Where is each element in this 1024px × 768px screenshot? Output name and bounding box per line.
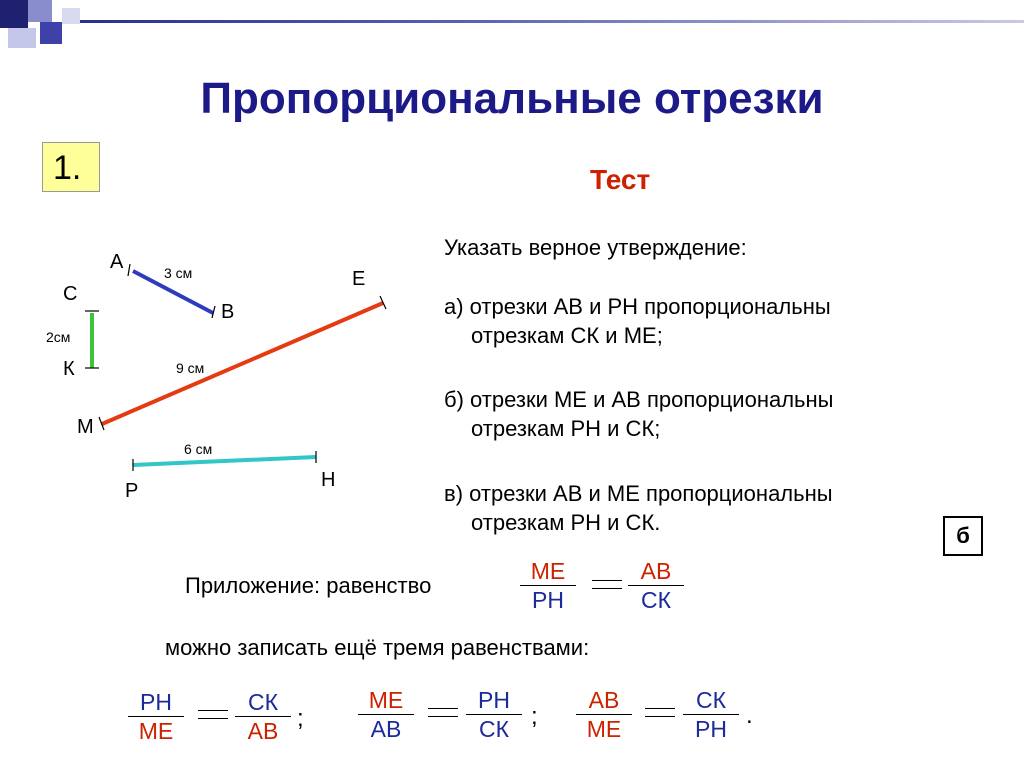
numerator: СК xyxy=(695,687,726,713)
denominator: АВ xyxy=(370,716,402,742)
length-label-ph: 6 см xyxy=(184,441,213,457)
length-label-me: 9 см xyxy=(176,360,205,376)
fraction-bar xyxy=(358,714,414,715)
denominator: РН xyxy=(532,587,564,613)
numerator: МЕ xyxy=(530,558,566,584)
tick-a xyxy=(128,264,130,276)
slide-number-badge: 1. xyxy=(42,142,100,192)
fraction-bar xyxy=(128,716,184,717)
eq2-end: ; xyxy=(531,703,538,730)
segment-ph xyxy=(133,457,316,465)
numerator: РН xyxy=(140,689,172,715)
numerator: СК xyxy=(247,689,278,715)
length-label-ab: 3 см xyxy=(164,265,193,281)
numerator: РН xyxy=(478,687,510,713)
main-fraction-left xyxy=(518,558,578,613)
point-label-b: В xyxy=(221,301,235,323)
option-b-line2: отрезкам РН и СК; xyxy=(471,416,661,441)
option-b-line1: б) отрезки МЕ и АВ пропорциональны xyxy=(444,387,834,412)
length-label-ck: 2см xyxy=(46,329,71,345)
fraction-bar xyxy=(628,585,684,586)
point-label-a: А xyxy=(110,251,124,273)
corner-decoration xyxy=(0,0,100,50)
denominator: РН xyxy=(695,716,727,742)
point-label-e: Е xyxy=(352,268,366,290)
denominator: МЕ xyxy=(138,718,174,744)
question-prompt: Указать верное утверждение: xyxy=(444,235,747,260)
answer-box: б xyxy=(943,516,983,556)
denominator: МЕ xyxy=(586,716,622,742)
denominator: АВ xyxy=(247,718,279,744)
eq3-fraction-right xyxy=(681,687,741,742)
denominator: СК xyxy=(478,716,509,742)
denominator: СК xyxy=(640,587,671,613)
option-c-line1: в) отрезки АВ и МЕ пропорциональны xyxy=(444,481,833,506)
eq3-fraction-left xyxy=(574,687,634,742)
eq2-fraction-right xyxy=(464,687,524,742)
eq1-end: ; xyxy=(297,705,304,732)
point-label-k: К xyxy=(63,358,75,380)
eq1-fraction-left xyxy=(126,689,186,744)
segment-me xyxy=(102,303,383,424)
point-label-m: М xyxy=(77,416,94,438)
page-title: Пропорциональные отрезки xyxy=(200,74,824,123)
fraction-bar xyxy=(576,714,632,715)
main-fraction-right xyxy=(626,558,686,613)
option-a-line1: а) отрезки АВ и РН пропорциональны xyxy=(444,294,831,319)
option-c-line2: отрезкам РН и СК. xyxy=(471,510,661,535)
numerator: МЕ xyxy=(368,687,404,713)
test-heading: Тест xyxy=(590,164,651,195)
fraction-bar xyxy=(520,585,576,586)
numerator: АВ xyxy=(588,687,620,713)
equals-sign xyxy=(645,708,675,717)
equals-sign xyxy=(198,710,228,719)
point-label-c: С xyxy=(63,283,78,305)
fraction-bar xyxy=(683,714,739,715)
header-bar xyxy=(80,20,1024,23)
application-label: Приложение: равенство xyxy=(185,573,432,598)
eq2-fraction-left xyxy=(356,687,416,742)
equals-sign xyxy=(428,708,458,717)
fraction-bar xyxy=(235,716,291,717)
eq1-fraction-right xyxy=(233,689,293,744)
followup-text: можно записать ещё тремя равенствами: xyxy=(165,635,590,660)
segments-figure xyxy=(0,230,420,510)
point-label-h: Н xyxy=(321,469,336,491)
option-a-line2: отрезкам СК и МЕ; xyxy=(471,323,663,348)
fraction-bar xyxy=(466,714,522,715)
eq3-end: . xyxy=(746,702,753,729)
equals-sign xyxy=(592,580,622,589)
numerator: АВ xyxy=(640,558,672,584)
point-label-p: Р xyxy=(125,480,139,502)
